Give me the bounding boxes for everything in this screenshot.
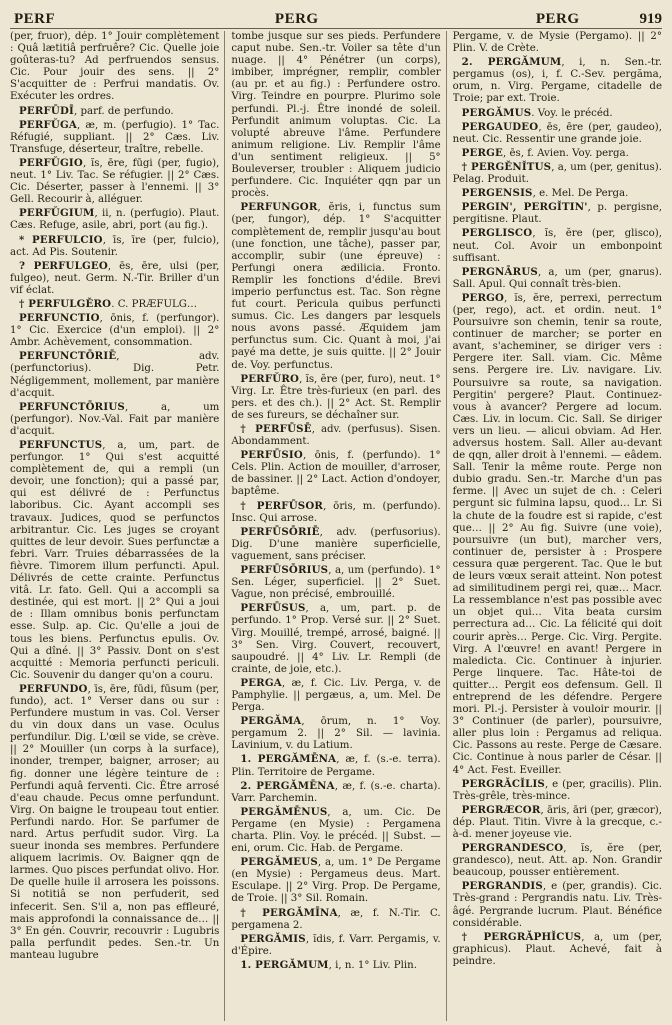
entry-definition: , īs, īre (per, fulcio), act. Ad Pis. Soutenir. (10, 234, 220, 258)
entry-headword: PERGE (461, 146, 504, 159)
entry-headword: PERGO (461, 291, 505, 304)
entry-headword: PERFŪSIO (240, 449, 303, 462)
entry-definition: , ēs, f. Avien. Voy. perga. (503, 147, 629, 159)
entry-headword: PERFŪDĪ (19, 104, 75, 117)
dictionary-entry (10, 207, 219, 232)
entry-headword: PERGRÆCOR (461, 803, 541, 816)
entry-definition: , æ, m. (perfugio). 1° Tac. Réfugié, suppliant. || 2° Cæs. Liv. Transfuge, déserteur, traître, rebelle. (10, 119, 220, 155)
entry-headword: † PERFŪSĒ (240, 423, 312, 435)
dictionary-entry (453, 121, 662, 146)
dictionary-entry (231, 201, 440, 371)
entry-definition: . Voy. le précéd. (531, 107, 613, 119)
dictionary-entry (453, 31, 662, 55)
entry-headword: † PERFŪSOR (240, 499, 324, 512)
dictionary-entry (453, 187, 662, 200)
dictionary-entry (10, 234, 219, 259)
entry-definition: , ĭs, ĕre (per, grandesco), neut. Att. ap. Non. Grandir beaucoup, pousser entièrement. (452, 843, 662, 879)
page-number: 919 (639, 11, 662, 27)
column-right (453, 31, 662, 1021)
entry-definition: , ōnis, f. (perfundo). 1° Cels. Plin. Action de mouiller, d'arroser, de bassiner. || 2° Lact. Action d'ondoyer, baptême. (231, 450, 441, 498)
entry-headword: 1. PERGĂMUM (240, 958, 329, 971)
dictionary-entry (231, 715, 440, 752)
entry-headword: 2. PERGĂMUM (461, 56, 562, 69)
dictionary-entry (231, 423, 440, 448)
entry-headword: PERFUNCTIO (19, 312, 100, 325)
entry-headword: PERGENSIS (461, 187, 533, 200)
dictionary-entry (10, 439, 219, 682)
entry-headword: ? PERFULGEO (19, 259, 108, 272)
dictionary-entry (231, 677, 440, 714)
entry-definition: , æ, f. (s.-e. terra). Plin. Territoire de Pergame. (231, 754, 441, 778)
entry-definition: , adv. (perfusorius). Dig. D'une manière superficielle, vaguement, sans préciser. (231, 526, 441, 562)
entry-headword: PERGĂMĒNUS (240, 805, 328, 818)
dictionary-entry (453, 161, 662, 186)
dictionary-entry (231, 806, 440, 855)
entry-definition: , æ, f. (s.-e. charta). Varr. Parchemin. (231, 780, 441, 804)
entry-definition: tombe jusque sur ses pieds. Perfundere caput nube. Sen.-tr. Voiler sa tête d'un nuage. || 4° Pénétrer (un corps), imbiber, imprégner, remplir, combler (au pr. et au fig.) : Perfundere ostro. Virg. Teindre en pourpre. Plurimo sole perfundi. Pl.-j. Être inondé de soleil. Perfundit animum voluptas. Cic. La volupté abreuve l'âme. Perfundere animum religione. Liv. Remplir l'âme d'un sentiment religieux. || 5° Bouleverser, troubler : Aliquem judicio perfundere. Cic. Inquiéter qqn par un procès. (231, 31, 441, 200)
entry-headword: † PERFULGĔRO (19, 297, 112, 310)
dictionary-entry (453, 227, 662, 264)
entry-headword: PERGĂMA (240, 715, 302, 728)
dictionary-entry (231, 907, 440, 932)
entry-headword: PERFŪSŌRIĒ (240, 525, 320, 538)
entry-definition: , ĭs, ĕre (per, furo), neut. 1° Virg. Lr. Être très-furieux (en parl. des pers. et des ch.). || 2° Act. St. Remplir de ses fureurs, se déchaîner sur. (231, 373, 441, 421)
entry-headword: * PERFULCIO (19, 233, 103, 246)
dictionary-entry (10, 260, 219, 297)
dictionary-entry (10, 350, 219, 399)
entry-definition: , ii, n. (perfugio). Plaut. Cæs. Refuge, asile, abri, port (au fig.). (10, 208, 220, 232)
entry-headword: PERFŬRO (240, 372, 300, 385)
dictionary-entry (231, 753, 440, 778)
entry-definition: , a, um (per, genitus). Pelag. Produit. (452, 161, 662, 186)
entry-definition: , ōnis, f. (perfungor). 1° Cic. Exercice (d'un emploi). || 2° Ambr. Achèvement, consommation. (10, 313, 220, 349)
entry-definition: , ĭs, ĕre, perrexi, perrectum (per, rego), act. et ordin. neut. 1° Poursuivre son chemin, tenir sa route, continuer de marcher; se porter en avant, s'acheminer, se diriger vers : Pergere iter. Sall. viam. Cic. Même sens. Pergere ire. Liv. navigare. Liv. Poursuivre sa route, sa navigation. Pergitin' pergere? Plaut. Continuez-vous à avancer? Pergere ad locum. Cæs. Liv. in locum. Cic. Sall. Se diriger vers un lieu. — alicui obviam. Ad Her. adversus hostem. Sall. Aller au-devant de qqn, aller droit à l'ennemi. — eâdem. Sall. Tenir la même route. Perge non dubio gradu. Sen.-tr. Marche d'un pas ferme. || Avec un sujet de ch. : Celeri pergunt sic fulmina lapsu, quod… Lr. Si la chute de la foudre est si rapide, c'est que… || 2° Au fig. Suivre (une voie), poursuivre (un but), marcher vers, continuer de, persister à : Prospere cessura quæ pergerent. Tac. Que le but de leurs vœux serait atteint. Non potest ad similitudinem pergi rei, quæ… Macr. La ressemblance n'est pas possible avec un objet qui… Vita beata cursim perrectura ad… Cic. La félicité qui doit courir après… Perge. Cic. Virg. Pergite. Virg. A l'œuvre! en avant! Pergere in maledicta. Cic. Continuer à injurier. Perge linquere. Tac. Hâte-toi de quitter… Pergit eos defensum. Gell. Il entreprend de les défendre. Pergere mori. Pl.-j. Persister à vouloir mourir. || 3° Continuer (de parler), poursuivre, aller plus loin : Pergamus ad reliqua. Cic. Passons au reste. Perge de Cæsare. Cic. Continue à nous parler de César. || 4° Act. Fest. Eveiller. (452, 292, 662, 776)
entry-definition: , a, um. 1° De Pergame (en Mysie) : Pergameus deus. Mart. Esculape. || 2° Virg. Prop. De Pergame, de Troie. || 3° Sil. Romain. (231, 857, 441, 905)
dictionary-entry (453, 804, 662, 841)
dictionary-entry (231, 933, 440, 958)
dictionary-entry (231, 449, 440, 498)
column-left (10, 31, 225, 1021)
entry-definition: , ĭs, ēre, fūgi (per, fugio), neut. 1° Liv. Tac. Se réfugier. || 2° Cæs. Cic. Déserter, passer à l'ennemi. || 3° Gell. Recourir à, alléguer. (10, 157, 220, 206)
entry-definition: Pergame, v. de Mysie (Pergamo). || 2° Plin. V. de Crète. (452, 31, 662, 55)
dictionary-entry (453, 266, 662, 291)
entry-definition: , ĭdis, f. Varr. Pergamis, v. d'Épire. (231, 933, 441, 957)
entry-definition: , ēs, ēre, ulsi (per, fulgeo), neut. Germ. N.-Tir. Briller d'un vif éclat. (10, 260, 220, 296)
entry-headword: PERFUNGOR (240, 201, 318, 214)
entry-headword: PERFUNCTŌRIUS (19, 400, 125, 413)
entry-definition: . C. PRÆFULG… (111, 298, 198, 310)
entry-headword: PERGRANDESCO (461, 842, 564, 855)
dictionary-entry (10, 298, 219, 311)
entry-definition: , ēs, ēre (per, gaudeo), neut. Cic. Ressentir une grande joie. (452, 121, 662, 145)
entry-definition: , adv. (perfusus). Sisen. Abondamment. (231, 424, 441, 448)
entry-definition: , æ, f. Cic. Liv. Perga, v. de Pamphylie. || pergæus, a, um. Mel. De Perga. (231, 677, 441, 714)
dictionary-entry (231, 373, 440, 422)
dictionary-entry (10, 312, 219, 349)
dictionary-entry (453, 107, 662, 120)
entry-headword: PERGLISCO (461, 227, 533, 240)
entry-headword: PERFŬGIO (19, 156, 83, 169)
entry-headword: PERFŪSŌRIUS (240, 564, 329, 577)
dictionary-entry (453, 201, 662, 226)
entry-headword: PERGĂMEUS (240, 856, 318, 869)
entry-definition: , p. pergisne, pergitisne. Plaut. (452, 202, 662, 226)
entry-definition: , adv. (perfunctorius). Dig. Petr. Négligemment, mollement, par manière d'acquit. (10, 351, 220, 399)
entry-definition: , a, um (perfundo). 1° Sen. Léger, superficiel. || 2° Suet. Vague, non précisé, embrouillé. (231, 565, 441, 601)
dictionary-entry (453, 880, 662, 929)
right-headword: PERG (535, 11, 580, 27)
dictionary-entry (453, 56, 662, 105)
left-headword: PERF (14, 11, 56, 27)
entry-definition: , e (per, gracilis). Plin. Très-grêle, très-mince. (452, 778, 662, 802)
dictionary-entry (10, 401, 219, 438)
dictionary-entry (231, 526, 440, 563)
entry-definition: , e (per, grandis). Cic. Très-grand : Pergrandis natu. Liv. Très-âgé. Pergrande lucrum. Plaut. Bénéfice considérable. (452, 881, 662, 929)
dictionary-entry (231, 856, 440, 905)
entry-definition: , i, n. 1° Liv. Plin. (328, 959, 417, 971)
entry-definition: (per, fruor), dép. 1° Jouir complètement : Quâ lætitiâ perfruêre? Cic. Quelle joie goûteras-tu? Ad perfruendos sensus. Cic. Pour jouir des sens. || 2° S'acquitter de : Perfrui mandatis. Ov. Exécuter les ordres. (10, 31, 220, 103)
entry-headword: PERGĂMUS (461, 106, 532, 119)
entry-definition: , parf. de perfundo. (74, 105, 174, 117)
dictionary-entry (231, 500, 440, 525)
dictionary-entry (10, 157, 219, 206)
entry-headword: PERGNĀRUS (461, 265, 538, 278)
entry-headword: PERGRĂCĬLIS (461, 777, 545, 790)
entry-definition: , ĭs, ĕre (per, glisco), neut. Col. Avoir un embonpoint suffisant. (452, 228, 662, 264)
dictionary-entry (10, 683, 219, 962)
entry-definition: , a, um (per, graphicus). Plaut. Achevé, fait à peindre. (452, 931, 662, 967)
dictionary-entry (10, 105, 219, 118)
dictionary-entry (453, 292, 662, 777)
entry-headword: PERGA (240, 676, 282, 689)
entry-headword: † PERGĂMĪNA (240, 906, 338, 919)
entry-headword: † PERGĔNĬTUS (461, 160, 552, 173)
entry-definition: , a, um, part. de perfungor. 1° Qui s'est acquitté complètement de, qui a rempli (un devoir, une fonction); qui a passé par, qui est délivré de : Perfunctus laboribus. Cic. Ayant accompli ses travaux. Judices, quod se perfunctos arbitrantur. Cic. Les juges se croyant quittes de leur devoir. Sues perfunctæ a febri. Varr. Truies débarrassées de la fièvre. Timorem illum perfuncti. Apul. Délivrés de cette crainte. Perfunctus vitâ. Lr. fato. Gell. Qui a accompli sa destinée, qui est mort. || 2° Qui a joui de : Illam omnibus bonis perfunctam esse. Sulp. ap. Cic. Qu'elle a joui de tous les biens. Perfunctus epulis. Ov. Qui a dîné. || 3° Passiv. Dont on s'est acquitté : Memoria perfuncti periculi. Cic. Souvenir du danger qu'on a couru. (10, 440, 220, 681)
dictionary-entry (231, 602, 440, 676)
dictionary-entry (10, 31, 219, 104)
dictionary-entry (10, 119, 219, 156)
entry-definition: , i, n. Sen.-tr. pergamus (os), i, f. C.-Sev. pergăma, orum, n. Virg. Pergame, citadelle de Troie; par ext. Troie. (452, 57, 662, 105)
entry-headword: PERFŬGIUM (19, 207, 95, 220)
entry-definition: , īs, ēre, fūdi, fūsum (per, fundo), act. 1° Verser dans ou sur : Perfundere mustum in vas. Col. Verser du vin doux dans un vase. Oculus perfundilur. Dig. L'œil se vide, se crève. || 2° Mouiller (un corps à la surface), inonder, tremper, baigner, arroser; au fig. donner une légère teinture de : Perfundi aquâ ferventi. Cic. Être arrosé d'eau chaude. Pecus omne perfundunt. Virg. On baigne le troupeau tout entier. Perfundi nardo. Hor. Se parfumer de nard. Artus perfudit sudor. Virg. La sueur inonda ses membres. Perfundere aliquem lacrimis. Ov. Baigner qqn de larmes. Quo pisces perfundat olivo. Hor. De quelle huile il arrosera les poissons. Si notitiâ se non perfuderit, sed infecerit. Sen. S'il a, non pas effleuré, mais approfondi la connaissance de… || 3° En gén. Couvrir, recouvrir : Lugubris palla perfundit pedes. Sen.-tr. Un manteau lugubre (10, 683, 220, 961)
entry-headword: PERGAUDEO (461, 120, 539, 133)
entry-headword: 1. PERGĂMĒNA (240, 753, 337, 766)
entry-headword: PERGRANDIS (461, 880, 543, 893)
entry-headword: PERFŪSUS (240, 602, 306, 615)
dictionary-entry (453, 147, 662, 160)
entry-definition: , a, um (perfungor). Nov.-Val. Fait par manière d'acquit. (10, 401, 220, 437)
dictionary-entry (231, 31, 440, 200)
entry-headword: PERFUNCTUS (19, 439, 103, 451)
text-columns (10, 31, 662, 1021)
dictionary-entry (453, 778, 662, 803)
entry-definition: , a, um, part. p. de perfundo. 1° Prop. Versé sur. || 2° Suet. Virg. Mouillé, trempé, arrosé, baigné. || 3° Sen. Virg. Couvert, recouvert, saupoudré. || 4° Liv. Lr. Rempli (de crainte, de joie, etc.). (231, 603, 441, 675)
dictionary-entry (231, 959, 440, 972)
entry-headword: PERGĂMIS (240, 932, 306, 945)
entry-headword: PERFUNDO (19, 682, 88, 695)
dictionary-entry (453, 842, 662, 879)
entry-definition: , āris, āri (per, græcor), dép. Plaut. Titin. Vivre à la grecque, c.-à-d. mener joyeuse vie. (452, 804, 662, 840)
page-header (10, 4, 662, 29)
entry-definition: , a, um (per, gnarus). Sall. Apul. Qui connaît très-bien. (452, 266, 662, 290)
middle-headword: PERG (274, 11, 319, 27)
dictionary-entry (231, 780, 440, 805)
entry-definition: , ōrum, n. 1° Voy. pergamum 2. || 2° Sil. — lavinia. Lavinium, v. du Latium. (231, 716, 441, 752)
entry-definition: , e. Mel. De Perga. (532, 188, 629, 200)
entry-headword: PERFŬGA (19, 118, 78, 131)
entry-headword: PERFUNCTŌRIĒ (19, 350, 117, 363)
entry-definition: , æ, f. N.-Tir. C. pergamena 2. (231, 907, 441, 931)
entry-headword: PERGIN', PERGĬTIN' (461, 201, 588, 214)
entry-definition: , ōris, m. (perfundo). Insc. Qui arrose. (231, 500, 441, 524)
entry-definition: , a, um. Cic. De Pergame (en Mysie) : Pergamena charta. Plin. Voy. le précéd. || Subst. — eni, orum. Cic. Hab. de Pergame. (231, 806, 441, 855)
dictionary-entry (453, 931, 662, 968)
entry-headword: 2. PERGĂMĒNA (240, 779, 335, 792)
entry-headword: † PERGRĂPHĬCUS (461, 930, 582, 943)
dictionary-entry (231, 564, 440, 601)
column-middle (231, 31, 446, 1021)
entry-definition: , ĕris, i, functus sum (per, fungor), dép. 1° S'acquitter complètement de, remplir jusqu'au bout (une fonction, une tâche), passer par, accomplir, subir (une épreuve) : Perfungi onera ædilicia. Fronto. Remplir les fonctions d'édile. Brevi imperio perfunctus est. Tac. Son règne fut court. Pericula quibus perfuncti sumus. Cic. Les dangers par lesquels nous avons passé. Æquidem jam perfunctus sum. Cic. Quant à moi, j'ai payé ma dette, je suis quitte. || 2° Jouir de. Voy. perfunctus. (231, 202, 441, 371)
